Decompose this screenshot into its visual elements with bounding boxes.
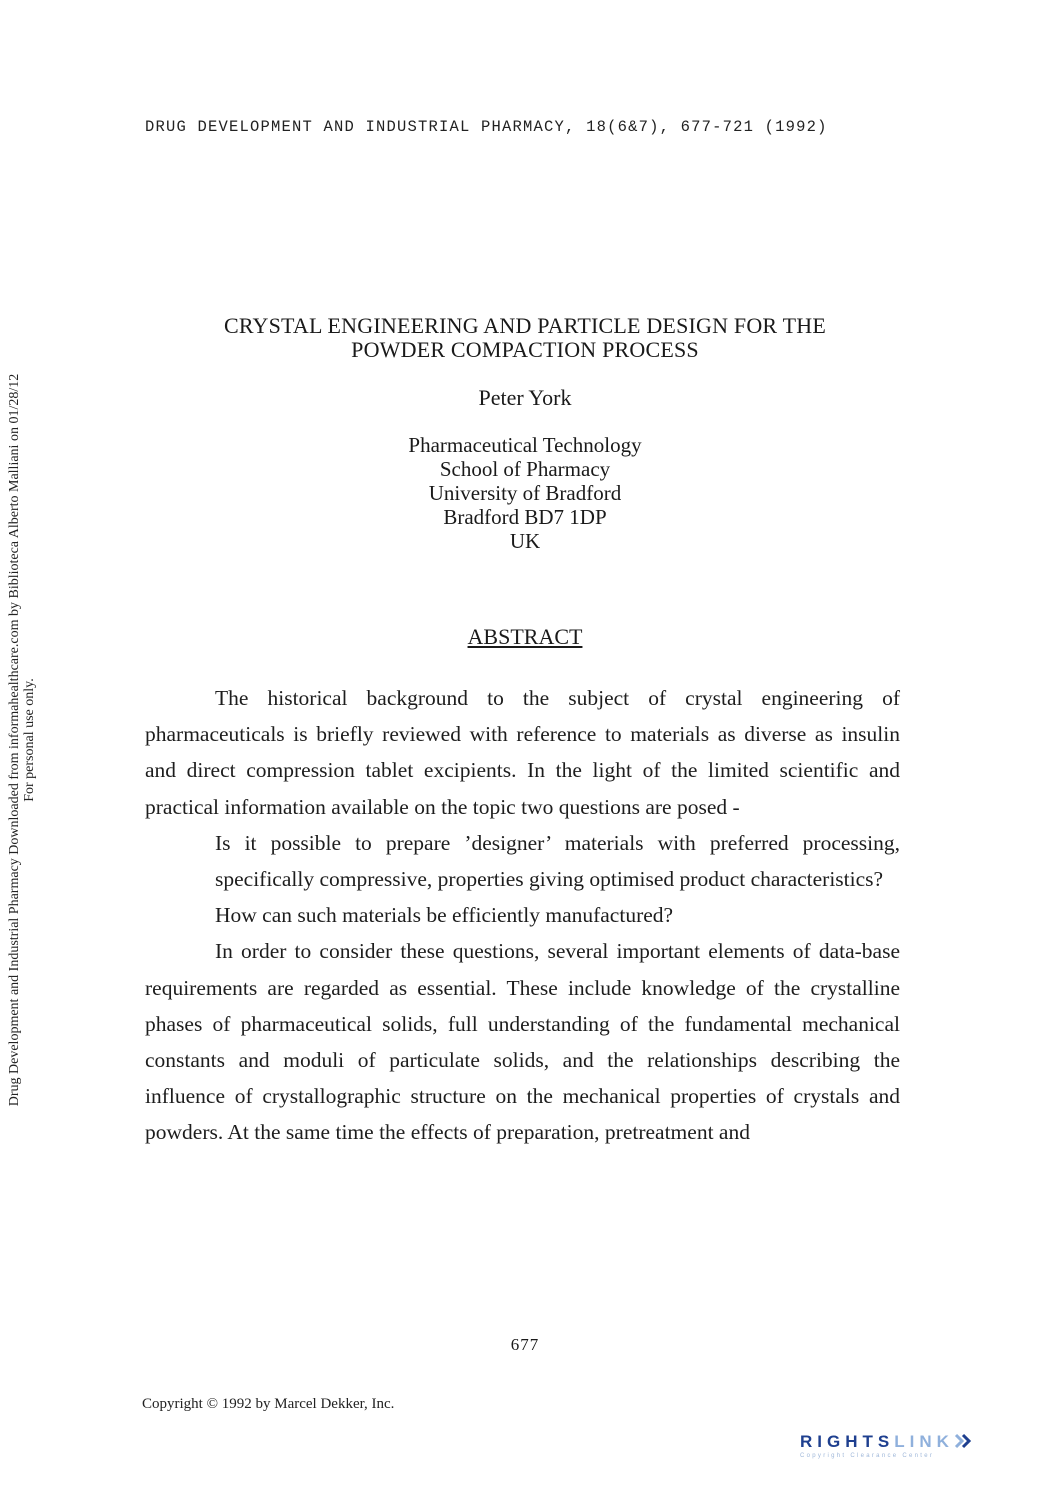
rightslink-arrow-icon (954, 1433, 972, 1449)
abstract-body (145, 680, 900, 1151)
affiliation-line: UK (509, 529, 541, 553)
running-head: DRUG DEVELOPMENT AND INDUSTRIAL PHARMACY, 18(6&7), 677-721 (1992) (145, 118, 828, 136)
download-stamp-line1: Drug Development and Industrial Pharmacy Downloaded from informahealthcare.com by Biblioteca Alberto Malliani on 01/28/12 (7, 373, 22, 1107)
affiliation-line: School of Pharmacy (439, 457, 611, 481)
author-name: Peter York (478, 385, 572, 410)
abstract-paragraph: In order to consider these questions, several important elements of data-base requirements are regarded as essential. These include knowledge of the crystalline phases of pharmaceutical solids, full understanding of the fundamental mechanical constants and moduli of particulate solids, and the relationships describing the influence of crystallographic structure on the mechanical properties of crystals and powders. At the same time the effects of preparation, pretreatment and (145, 939, 900, 1145)
copyright-notice: Copyright © 1992 by Marcel Dekker, Inc. (142, 1396, 395, 1412)
paper-title-line1: CRYSTAL ENGINEERING AND PARTICLE DESIGN FOR THE (224, 313, 826, 338)
rightslink-logo[interactable] (800, 1432, 1032, 1472)
paper-title (145, 314, 905, 362)
paper-title-line2: POWDER COMPACTION PROCESS (351, 337, 699, 362)
download-stamp-line2: For personal use only. (22, 678, 37, 802)
abstract-paragraph: The historical background to the subject of crystal engineering of pharmaceuticals is briefly reviewed with reference to materials as diverse as insulin and direct compression tablet excipients. In the light of the limited scientific and practical information available on the topic two questions are posed - (145, 686, 900, 819)
rightslink-wordmark: RIGHTSLINK (800, 1432, 1032, 1452)
page-number: 677 (510, 1335, 540, 1354)
rightslink-tagline: Copyright Clearance Center (800, 1453, 935, 1459)
abstract-question: How can such materials be efficiently manufactured? (215, 903, 674, 928)
affiliation (145, 433, 905, 553)
affiliation-line: Bradford BD7 1DP (443, 505, 607, 529)
abstract-heading: ABSTRACT (467, 624, 583, 649)
abstract-question: Is it possible to prepare ’designer’ materials with preferred processing, specifically compressive, properties giving optimised product characteristics? (215, 830, 900, 892)
affiliation-line: University of Bradford (428, 481, 622, 505)
affiliation-line: Pharmaceutical Technology (408, 433, 642, 457)
